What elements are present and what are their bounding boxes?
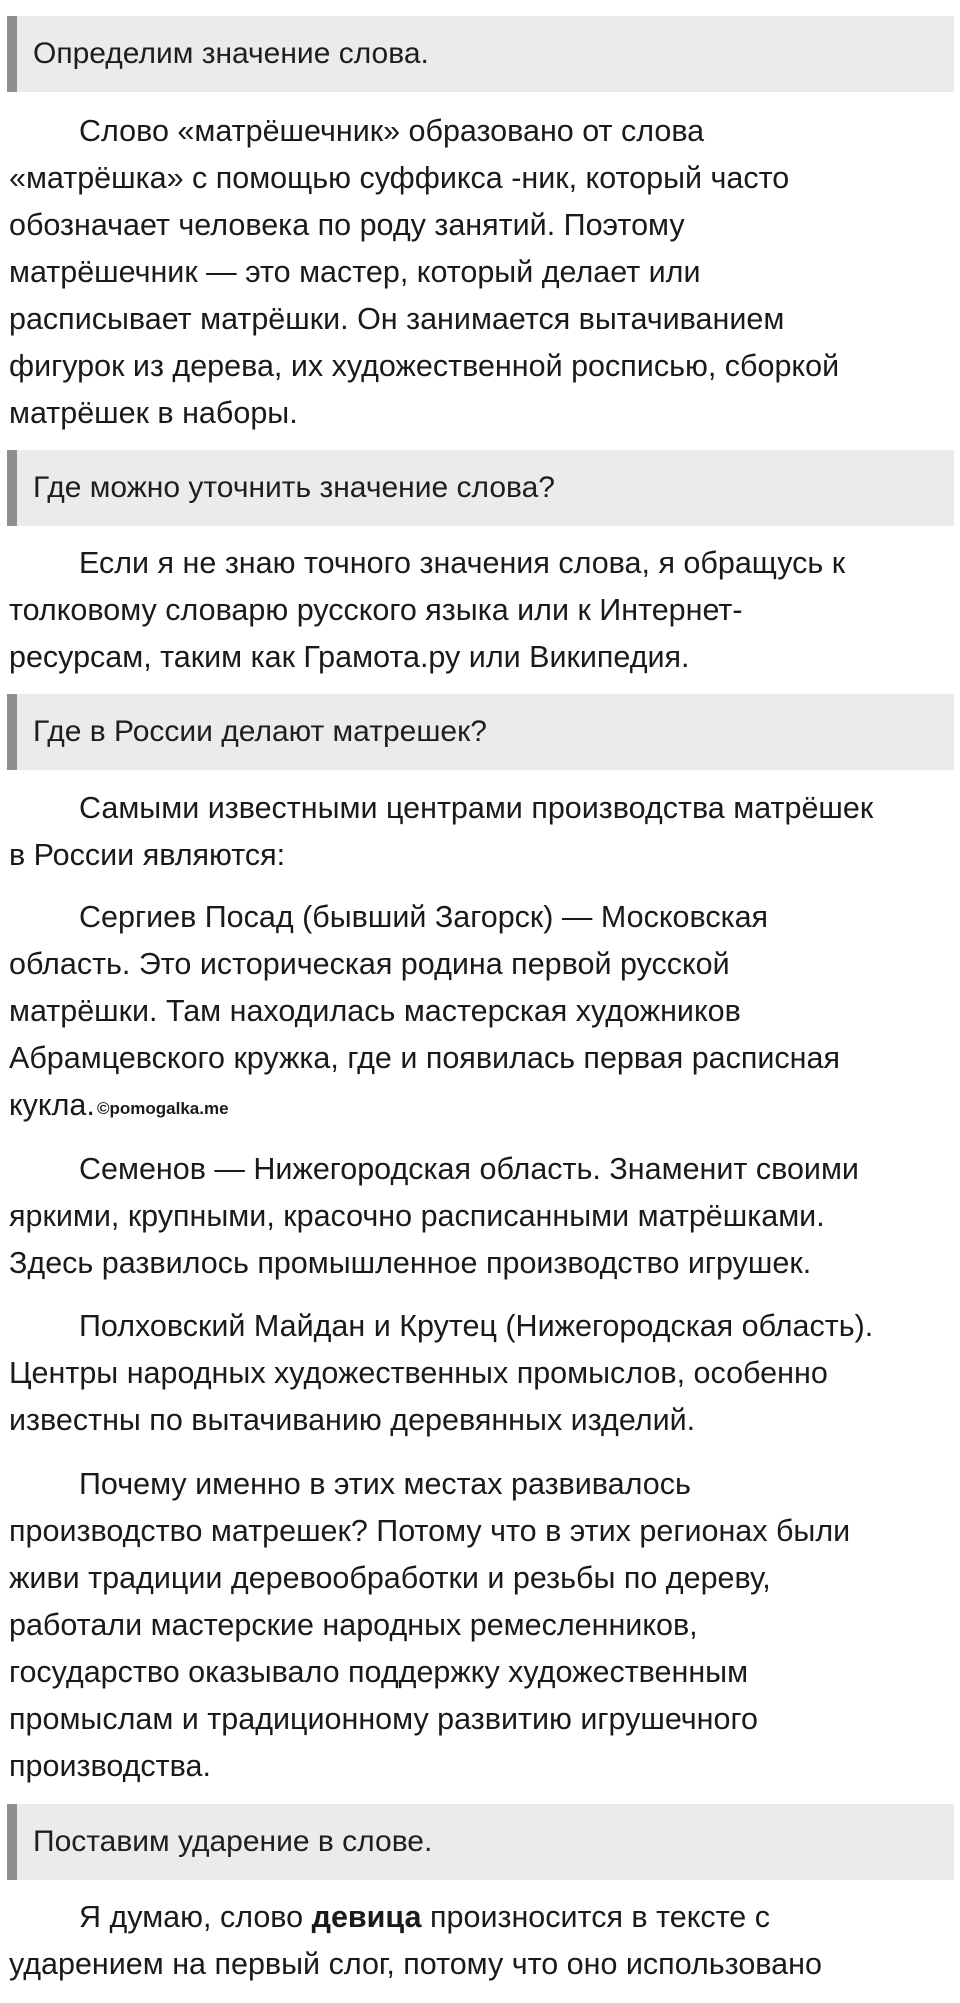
section-heading-bar — [7, 450, 954, 526]
text-line: Почему именно в этих местах развивалось — [79, 1467, 691, 1501]
text-line: Слово «матрёшечник» образовано от слова — [79, 114, 705, 148]
paragraph — [9, 1146, 953, 1287]
text-line: «матрёшка» с помощью суффикса -ник, который часто — [9, 161, 790, 195]
section-heading-bar — [7, 16, 954, 92]
text-line: ресурсам, таким как Грамота.ру или Википедия. — [9, 640, 690, 674]
text-line: кукла. — [9, 1088, 95, 1122]
paragraph — [9, 894, 953, 1129]
text-line: известны по вытачиванию деревянных изделий. — [9, 1403, 696, 1437]
paragraph — [9, 108, 953, 437]
section-heading-bar — [7, 1804, 954, 1880]
emphasized-word: девица — [311, 1900, 422, 1934]
text-line: матрёшек в наборы. — [9, 396, 298, 430]
text-line: Полховский Майдан и Крутец (Нижегородская область). — [79, 1309, 874, 1343]
section-heading: Поставим ударение в слове. — [33, 1825, 433, 1858]
text-line: Центры народных художественных промыслов, особенно — [9, 1356, 828, 1390]
text-line: толковому словарю русского языка или к Интернет- — [9, 593, 743, 627]
text-line: работали мастерские народных ремесленников, — [9, 1608, 698, 1642]
paragraph — [9, 785, 953, 879]
text-line: Абрамцевского кружка, где и появилась первая расписная — [9, 1041, 840, 1075]
text-line: фигурок из дерева, их художественной росписью, сборкой — [9, 349, 840, 383]
text-line: в России являются: — [9, 838, 286, 872]
text-line: Здесь развилось промышленное производство игрушек. — [9, 1246, 812, 1280]
text-line: ударением на первый слог, потому что оно использовано — [9, 1947, 822, 1981]
text-line: производство матрешек? Потому что в этих регионах были — [9, 1514, 851, 1548]
text-line: матрёшечник — это мастер, который делает или — [9, 255, 701, 289]
text-segment: Я думаю, слово — [79, 1900, 312, 1934]
text-line: промыслам и традиционному развитию игрушечного — [9, 1702, 758, 1736]
text-line: Семенов — Нижегородская область. Знаменит своими — [79, 1152, 859, 1186]
section-heading: Где в России делают матрешек? — [33, 715, 487, 748]
text-line: Сергиев Посад (бывший Загорск) — Московская — [79, 900, 769, 934]
text-line: обозначает человека по роду занятий. Поэтому — [9, 208, 685, 242]
text-line: матрёшки. Там находилась мастерская художников — [9, 994, 741, 1028]
paragraph — [9, 1303, 953, 1444]
text-segment: произносится в тексте с — [421, 1900, 770, 1934]
text-line — [9, 1894, 953, 1941]
text-line: живи традиции деревообработки и резьбы по дереву, — [9, 1561, 771, 1595]
watermark: ©pomogalka.me — [97, 1099, 229, 1118]
text-line: область. Это историческая родина первой русской — [9, 947, 730, 981]
section-heading: Где можно уточнить значение слова? — [33, 471, 555, 504]
text-line: государство оказывало поддержку художественным — [9, 1655, 749, 1689]
text-line: производства. — [9, 1749, 211, 1783]
text-line: Если я не знаю точного значения слова, я обращусь к — [79, 546, 846, 580]
paragraph — [9, 1461, 953, 1790]
section-heading-bar — [7, 694, 954, 770]
paragraph — [9, 1894, 953, 1988]
text-line: Самыми известными центрами производства матрёшек — [79, 791, 874, 825]
text-line: расписывает матрёшки. Он занимается вытачиванием — [9, 302, 785, 336]
paragraph — [9, 540, 953, 681]
text-line: яркими, крупными, красочно расписанными матрёшками. — [9, 1199, 825, 1233]
section-heading: Определим значение слова. — [33, 37, 429, 70]
